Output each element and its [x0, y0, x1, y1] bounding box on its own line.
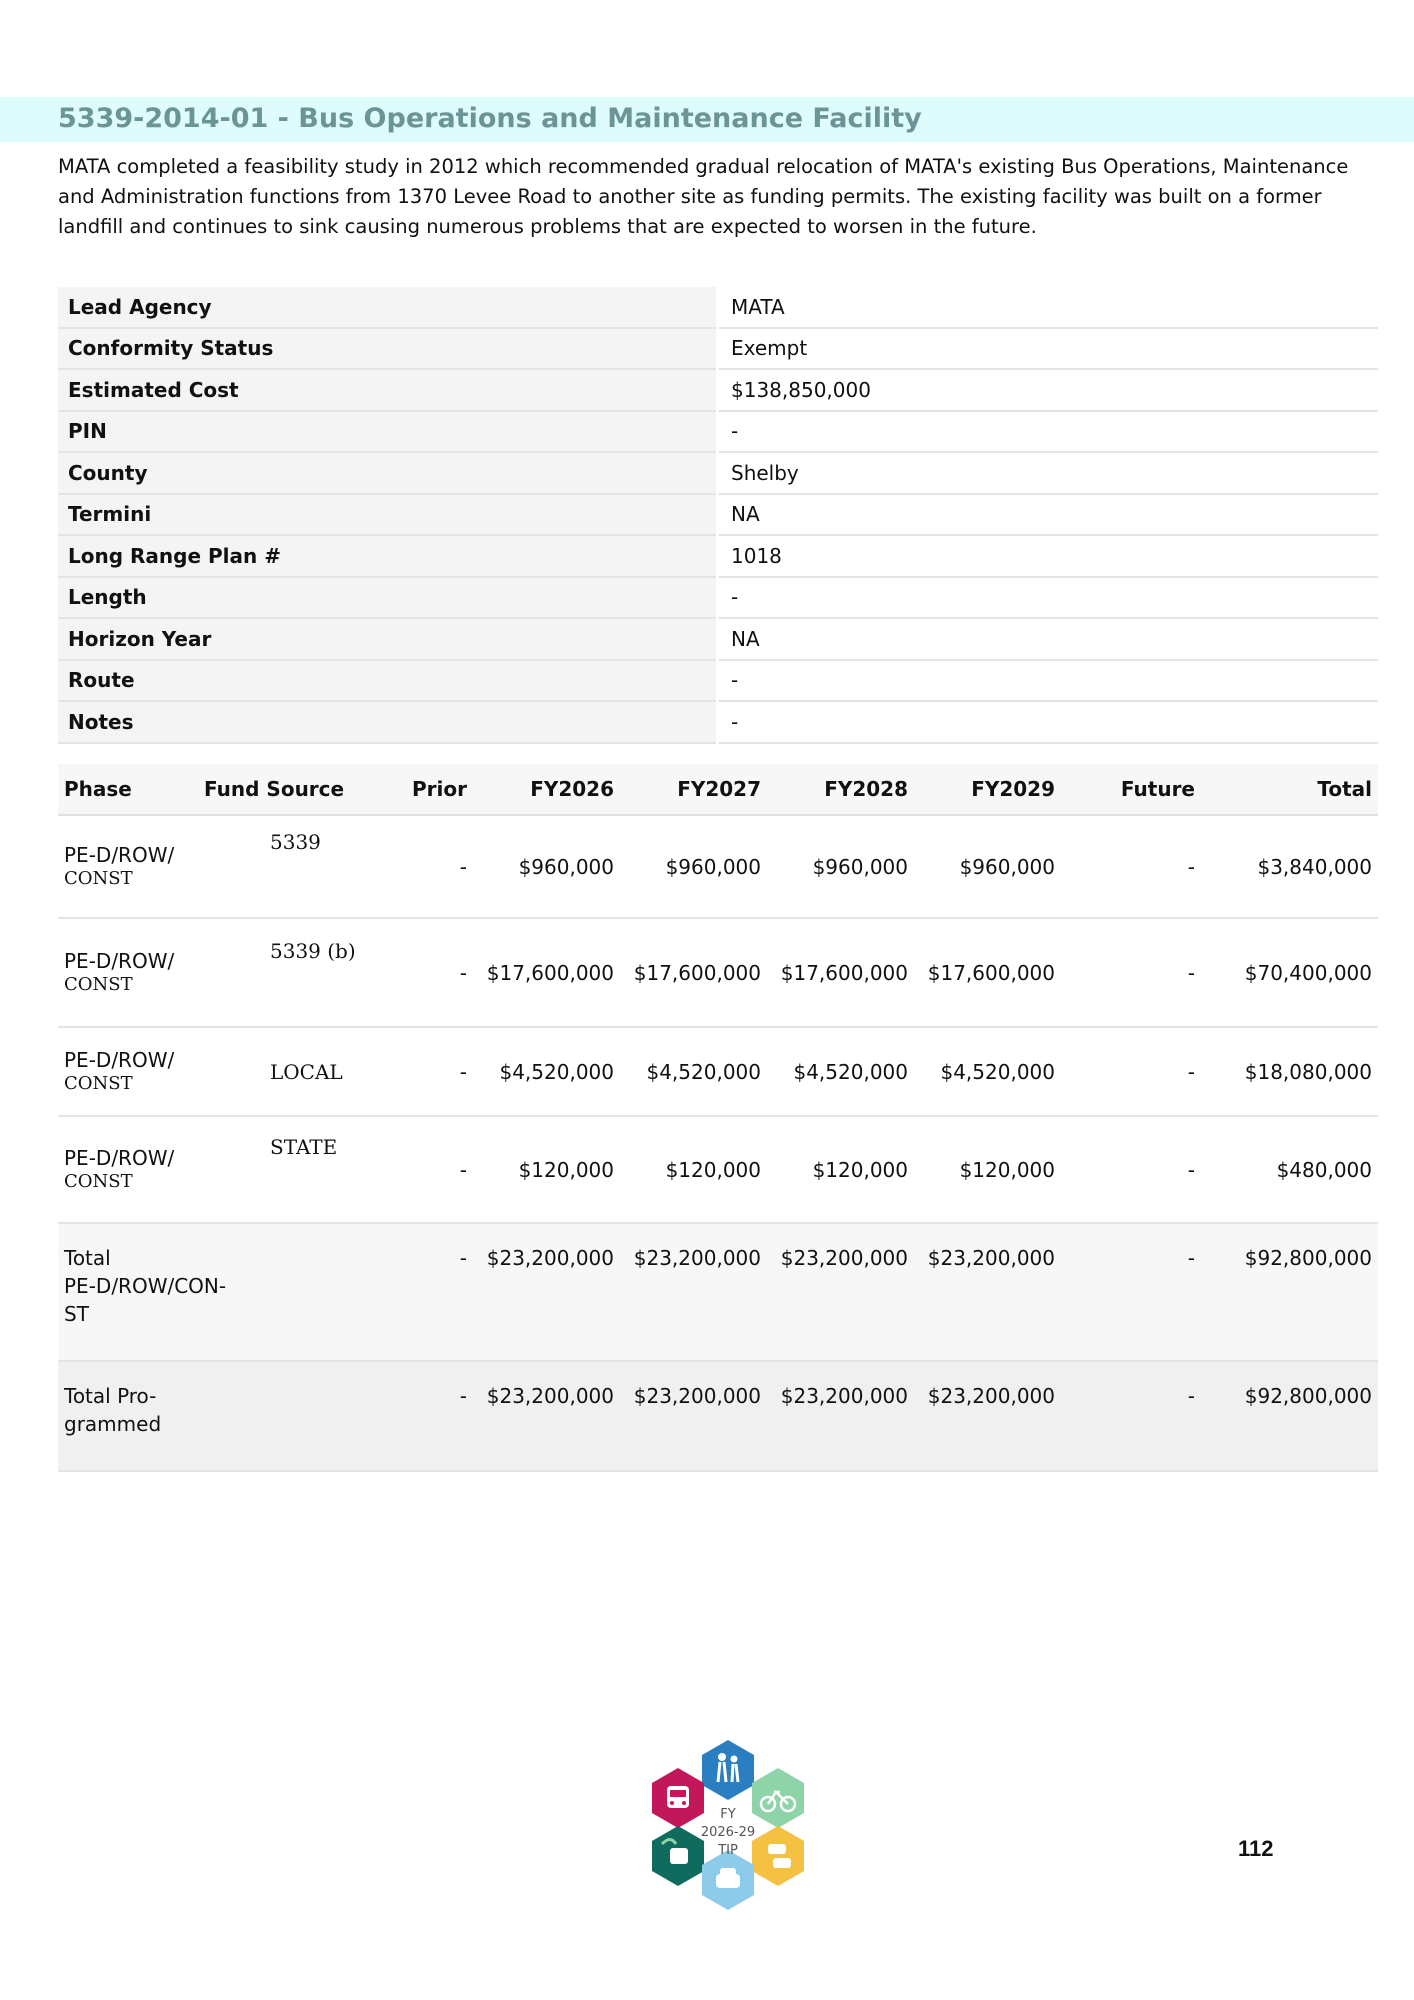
project-description: MATA completed a feasibility study in 2012 which recommended gradual relocation of MATA's existing Bus Operations, Maintenance and Administration functions from 1370 Levee Road to another site as funding permits. The existing facility was built on a former landfill and continues to sink causing numerous problems that are expected to worsen in the future.: [58, 155, 1349, 238]
total-programmed-line: grammed: [64, 1412, 162, 1436]
info-label: Termini: [58, 494, 718, 536]
total-cell: $92,800,000: [1201, 1223, 1378, 1361]
info-label: Route: [58, 660, 718, 702]
info-value: -: [718, 577, 1379, 619]
info-row: [58, 287, 1378, 328]
project-info-table: [58, 287, 1378, 744]
fy2029-cell: $17,600,000: [914, 918, 1061, 1027]
logo-text-fy: FY: [720, 1807, 736, 1822]
info-value: Exempt: [718, 328, 1379, 370]
phase-line: PE-D/ROW/: [64, 948, 175, 973]
future-cell: -: [1061, 918, 1201, 1027]
info-row: [58, 660, 1378, 702]
hex-pedestrian-icon: [702, 1740, 754, 1800]
fy2027-cell: $23,200,000: [620, 1223, 767, 1361]
fund-source-cell: 5339: [198, 815, 383, 918]
info-row: [58, 411, 1378, 453]
total-phase-line: Total: [64, 1246, 111, 1270]
hex-bus-icon: [652, 1768, 704, 1828]
future-cell: -: [1061, 815, 1201, 918]
info-value: -: [718, 660, 1379, 702]
future-cell: -: [1061, 1027, 1201, 1116]
future-cell: -: [1061, 1223, 1201, 1361]
fy2026-cell: $120,000: [473, 1116, 620, 1223]
prior-cell: -: [383, 918, 473, 1027]
fy2027-cell: $23,200,000: [620, 1361, 767, 1471]
col-header-phase: Phase: [58, 764, 198, 815]
total-cell: $480,000: [1201, 1116, 1378, 1223]
col-header-fy2029: FY2029: [914, 764, 1061, 815]
info-label: Long Range Plan #: [58, 535, 718, 577]
hex-freight-icon: [652, 1826, 704, 1886]
total-phase-line: PE-D/ROW/CON-: [64, 1274, 227, 1298]
info-value: NA: [718, 618, 1379, 660]
col-header-future: Future: [1061, 764, 1201, 815]
phase-line: CONST: [64, 1072, 133, 1094]
fy2029-cell: $120,000: [914, 1116, 1061, 1223]
info-label: PIN: [58, 411, 718, 453]
info-row: [58, 701, 1378, 743]
hex-car-icon: [702, 1850, 754, 1910]
info-value: -: [718, 701, 1379, 743]
total-programmed-line: Total Pro-: [64, 1384, 157, 1408]
phase-cell: [58, 1116, 198, 1223]
fy2029-cell: $23,200,000: [914, 1223, 1061, 1361]
prior-cell: -: [383, 1116, 473, 1223]
fund-source-cell: STATE: [198, 1116, 383, 1223]
prior-cell: -: [383, 815, 473, 918]
fy2027-cell: $4,520,000: [620, 1027, 767, 1116]
fy2027-cell: $960,000: [620, 815, 767, 918]
fy2028-cell: $4,520,000: [767, 1027, 914, 1116]
info-value: -: [718, 411, 1379, 453]
phase-line: CONST: [64, 973, 133, 995]
fy2028-cell: $23,200,000: [767, 1361, 914, 1471]
total-cell: $3,840,000: [1201, 815, 1378, 918]
info-label: Lead Agency: [58, 287, 718, 328]
fy2026-cell: $23,200,000: [473, 1361, 620, 1471]
fy2027-cell: $120,000: [620, 1116, 767, 1223]
info-row: [58, 494, 1378, 536]
info-label: County: [58, 452, 718, 494]
prior-cell: -: [383, 1027, 473, 1116]
info-label: Length: [58, 577, 718, 619]
total-programmed-row: [58, 1361, 1378, 1471]
funding-row: [58, 1116, 1378, 1223]
phase-line: CONST: [64, 1170, 133, 1192]
fy2028-cell: $17,600,000: [767, 918, 914, 1027]
funding-table: [58, 764, 1378, 1472]
fy2029-cell: $960,000: [914, 815, 1061, 918]
page-title: 5339-2014-01 - Bus Operations and Maintenance Facility: [58, 103, 922, 134]
info-row: [58, 328, 1378, 370]
phase-cell: [58, 815, 198, 918]
funding-row: [58, 918, 1378, 1027]
total-cell: $18,080,000: [1201, 1027, 1378, 1116]
funding-row: [58, 1027, 1378, 1116]
fy2027-cell: $17,600,000: [620, 918, 767, 1027]
fy2026-cell: $960,000: [473, 815, 620, 918]
info-value: Shelby: [718, 452, 1379, 494]
fy2026-cell: $23,200,000: [473, 1223, 620, 1361]
funding-header-row: [58, 764, 1378, 815]
info-value: $138,850,000: [718, 369, 1379, 411]
phase-cell: [58, 918, 198, 1027]
info-label: Estimated Cost: [58, 369, 718, 411]
total-phase-row: [58, 1223, 1378, 1361]
fund-source-cell: LOCAL: [198, 1027, 383, 1116]
prior-cell: -: [383, 1361, 473, 1471]
fy2028-cell: $960,000: [767, 815, 914, 918]
funding-row: [58, 815, 1378, 918]
info-value: NA: [718, 494, 1379, 536]
col-header-total: Total: [1201, 764, 1378, 815]
prior-cell: -: [383, 1223, 473, 1361]
fy2026-cell: $17,600,000: [473, 918, 620, 1027]
total-cell: $70,400,000: [1201, 918, 1378, 1027]
info-value: MATA: [718, 287, 1379, 328]
info-row: [58, 618, 1378, 660]
fund-source-cell: 5339 (b): [198, 918, 383, 1027]
col-header-fund-source: Fund Source: [198, 764, 383, 815]
total-cell: $92,800,000: [1201, 1361, 1378, 1471]
phase-cell: [58, 1027, 198, 1116]
info-value: 1018: [718, 535, 1379, 577]
info-row: [58, 452, 1378, 494]
info-label: Conformity Status: [58, 328, 718, 370]
future-cell: -: [1061, 1116, 1201, 1223]
hex-bicycle-icon: [752, 1768, 804, 1828]
fy2026-cell: $4,520,000: [473, 1027, 620, 1116]
fy2029-cell: $4,520,000: [914, 1027, 1061, 1116]
col-header-prior: Prior: [383, 764, 473, 815]
info-label: Notes: [58, 701, 718, 743]
col-header-fy2027: FY2027: [620, 764, 767, 815]
hex-traffic-icon: [752, 1826, 804, 1886]
total-phase-label: [58, 1223, 383, 1361]
col-header-fy2028: FY2028: [767, 764, 914, 815]
page-number: 112: [1238, 1836, 1274, 1861]
info-label: Horizon Year: [58, 618, 718, 660]
info-row: [58, 535, 1378, 577]
tip-logo: [648, 1740, 808, 1910]
fy2028-cell: $23,200,000: [767, 1223, 914, 1361]
logo-text-years: 2026-29: [700, 1825, 756, 1840]
info-row: [58, 577, 1378, 619]
info-row: [58, 369, 1378, 411]
future-cell: -: [1061, 1361, 1201, 1471]
phase-line: PE-D/ROW/: [64, 842, 175, 867]
phase-line: PE-D/ROW/: [64, 1145, 175, 1170]
total-programmed-label: [58, 1361, 383, 1471]
phase-line: PE-D/ROW/: [64, 1047, 175, 1072]
fy2028-cell: $120,000: [767, 1116, 914, 1223]
logo-text-tip: TIP: [718, 1843, 738, 1858]
fy2029-cell: $23,200,000: [914, 1361, 1061, 1471]
phase-line: CONST: [64, 867, 133, 889]
total-phase-line: ST: [64, 1302, 89, 1326]
col-header-fy2026: FY2026: [473, 764, 620, 815]
